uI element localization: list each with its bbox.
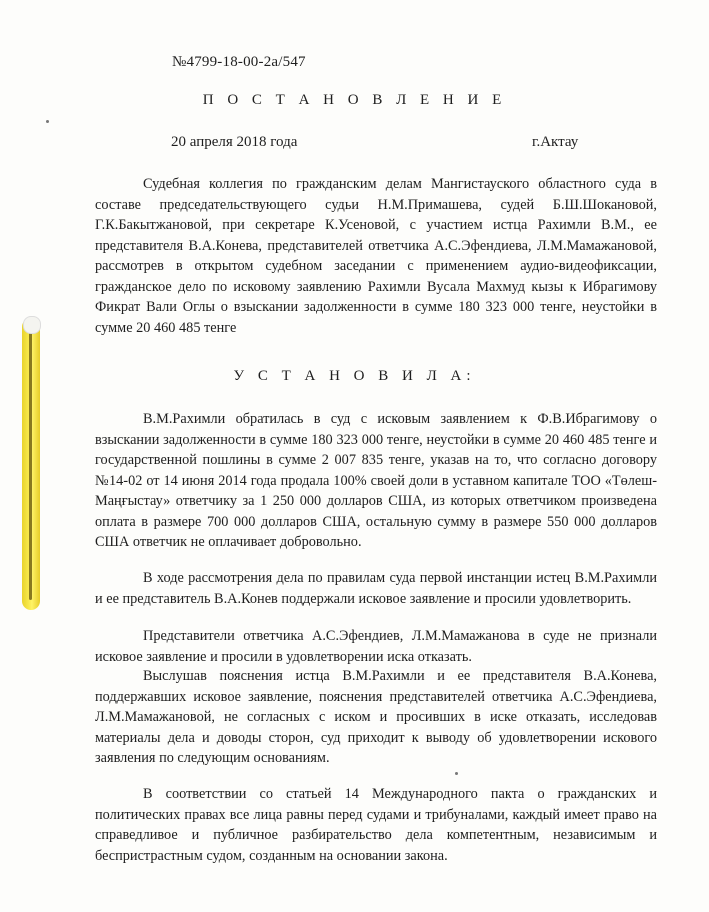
paragraph-defendant-position: Представители ответчика А.С.Эфендиев, Л.М.Мамажанова в суде не признали исковое заявление и просили в удовлетворении иска отказать. [95,628,657,665]
paragraph-court-conclusion: Выслушав пояснения истца В.М.Рахимли и ее представителя В.А.Конева, поддержавших исковое заявление, пояснения представителей ответчика А.С.Эфендиева, Л.М.Мамажановой, не согласных с иском и просивших в иске отказать, исследовав материалы дела и доводы сторон, суд приходит к выводу об удовлетворении искового заявления по следующим основаниям. [95,668,657,766]
case-number: №4799-18-00-2а/547 [172,54,306,70]
highlighter-marker-cap [23,316,41,334]
paragraph-legal-basis: В соответствии со статьей 14 Международного пакта о гражданских и политических правах все лица равны перед судами и трибуналами, каждый имеет право на справедливое и публичное разбирательство дела компетентным, независимым и беспристрастным судом, созданным на основании закона. [95,786,657,864]
paragraph-plaintiff-position: В ходе рассмотрения дела по правилам суда первой инстанции истец В.М.Рахимли и ее представитель В.А.Конев поддержали исковое заявление и просили удовлетворить. [95,570,657,607]
document-date: 20 апреля 2018 года [171,134,298,150]
intro-paragraph: Судебная коллегия по гражданским делам Мангистауского областного суда в составе председательствующего судьи Н.М.Примашева, судей Б.Ш.Шокановой, Г.К.Бакытжановой, при секретаре К.Усеновой, с участием истца Рахимли В.М., ее представителя В.А.Конева, представителей ответчика А.С.Эфендиева, Л.М.Мамажановой, рассмотрев в открытом судебном заседании с применением аудио-видеофиксации, гражданское дело по исковому заявлению Рахимли Вусала Махмуд кызы к Ибрагимову Фикрат Вали Оглы о взыскании задолженности в сумме 180 323 000 тенге, неустойки в сумме 20 460 485 тенге [95,176,657,336]
scan-speck [46,120,49,123]
scan-speck [455,772,458,775]
document-title: П О С Т А Н О В Л Е Н И Е [202,92,507,108]
paragraph-claim: В.М.Рахимли обратилась в суд с исковым заявлением к Ф.В.Ибрагимову о взыскании задолженности в сумме 180 323 000 тенге, неустойки в сумме 20 460 485 тенге и государственной пошлины в сумме 2 007 835 тенге, указав на то, что согласно договору №14-02 от 14 июня 2014 года продала 100% своей доли в уставном капитале ТОО «Төлеш-Маңғыстау» ответчику за 1 250 000 долларов США, из которых ответчиком произведена оплата в размере 700 000 долларов США, остальную сумму в размере 550 000 долларов США ответчик не оплачивает добровольно. [95,411,657,550]
section-title: У С Т А Н О В И Л А: [233,368,476,384]
document-city: г.Актау [532,134,579,150]
